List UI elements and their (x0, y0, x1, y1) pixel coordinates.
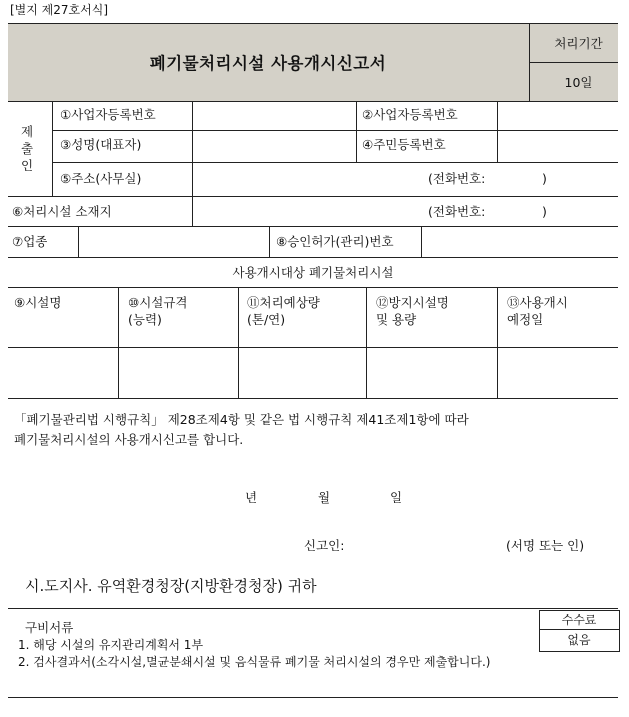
phone-close-1: ) (542, 171, 547, 186)
field-label-name: ③성명(대표자) (60, 137, 142, 152)
rule (497, 287, 498, 398)
rule (356, 101, 357, 162)
phone-label-2: (전화번호: (428, 204, 486, 219)
addressee: 시.도지사. 유역환경청장(지방환경청장) 귀하 (25, 577, 317, 595)
attachment-item: 2. 검사결과서(소각시설,멸균분쇄시설 및 음식물류 폐기물 처리시설의 경우만 제출합니다.) (18, 655, 491, 669)
field-label-biz-reg-2: ②사업자등록번호 (362, 107, 458, 122)
field-label-address: ⑤주소(사무실) (60, 171, 142, 186)
table-header-prevention-sub: 및 용량 (376, 312, 417, 327)
form-title: 폐기물처리시설 사용개시신고서 (149, 54, 387, 73)
section-title: 사용개시대상 폐기물처리시설 (232, 265, 394, 280)
date-year: 년 (245, 490, 258, 505)
statement-line-1: 「폐기물관리법 시행규칙」 제28조제4항 및 같은 법 시행규칙 제41조제1항에 따라 (14, 412, 469, 427)
rule (8, 257, 618, 258)
table-header-start-date-sub: 예정일 (507, 312, 544, 327)
phone-label-1: (전화번호: (428, 171, 486, 186)
rule (529, 62, 618, 63)
table-header-start-date: ⑬사용개시 (507, 295, 568, 310)
rule (52, 162, 618, 163)
attachments-title: 구비서류 (25, 620, 74, 635)
submitter-label-char: 제 (21, 124, 34, 139)
rule (238, 287, 239, 398)
processing-period-label: 처리기간 (554, 36, 603, 51)
rule (78, 226, 79, 257)
signature-note: (서명 또는 인) (506, 538, 585, 553)
rule (52, 101, 53, 196)
rule (8, 196, 618, 197)
rule (118, 287, 119, 398)
attachment-item: 1. 해당 시설의 유지관리계획서 1부 (18, 638, 204, 652)
rule (8, 101, 618, 102)
rule (8, 347, 618, 348)
table-header-spec: ⑩시설규격 (128, 295, 188, 310)
field-label-resident-no: ④주민등록번호 (362, 137, 446, 152)
rule (8, 398, 618, 399)
table-header-volume-sub: (톤/연) (247, 312, 286, 327)
phone-close-2: ) (542, 204, 547, 219)
rule (8, 697, 618, 698)
fee-label: 수수료 (561, 613, 597, 627)
table-header-facility-name: ⑨시설명 (14, 295, 62, 310)
table-header-spec-sub: (능력) (128, 312, 162, 327)
rule (539, 629, 619, 630)
submitter-label-char: 출 (21, 141, 34, 156)
field-label-facility-location: ⑥처리시설 소재지 (12, 204, 112, 219)
field-label-business-type: ⑦업종 (12, 234, 48, 249)
rule (366, 287, 367, 398)
reporter-label: 신고인: (304, 538, 345, 553)
submitter-label-char: 인 (21, 158, 34, 173)
table-header-volume: ⑪처리예상량 (247, 295, 320, 310)
rule (497, 101, 498, 162)
table-header-prevention: ⑫방지시설명 (376, 295, 449, 310)
field-label-biz-reg-1: ①사업자등록번호 (60, 107, 156, 122)
rule (8, 608, 618, 609)
date-month: 월 (318, 490, 331, 505)
rule (8, 23, 618, 24)
rule (421, 226, 422, 257)
rule (8, 226, 618, 227)
fee-value: 없음 (567, 633, 591, 647)
rule (529, 23, 530, 101)
field-label-permit-no: ⑧승인허가(관리)번호 (276, 234, 394, 249)
processing-period-value: 10일 (564, 75, 593, 90)
rule (192, 101, 193, 226)
rule (52, 130, 618, 131)
rule (269, 226, 270, 257)
date-day: 일 (390, 490, 403, 505)
rule (8, 287, 618, 288)
form-number: [별지 제27호서식] (10, 3, 108, 17)
statement-line-2: 폐기물처리시설의 사용개시신고를 합니다. (14, 432, 244, 447)
